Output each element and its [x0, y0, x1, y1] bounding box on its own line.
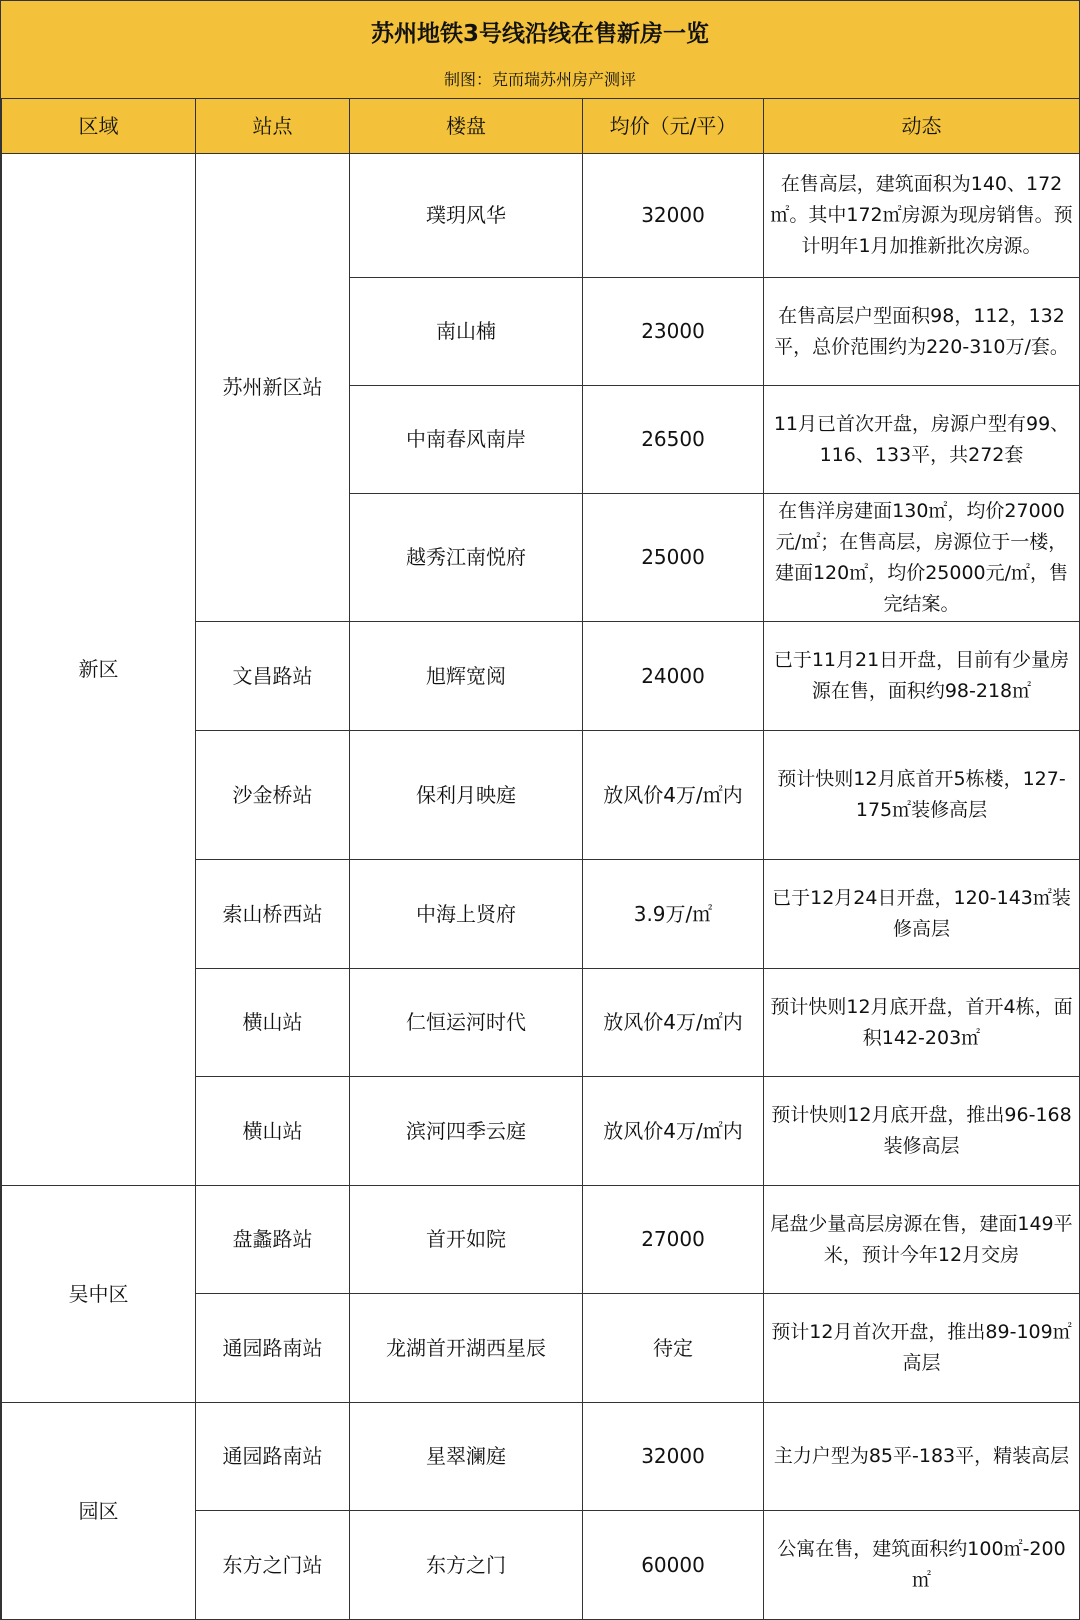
column-header-region: 区域 [2, 99, 196, 154]
price-cell: 23000 [583, 278, 764, 386]
price-cell: 26500 [583, 386, 764, 494]
status-cell: 主力户型为85平-183平，精装高层 [764, 1403, 1080, 1511]
station-cell: 文昌路站 [196, 622, 350, 731]
table-header-row [2, 99, 1080, 154]
price-cell: 放风价4万/㎡内 [583, 1077, 764, 1186]
region-cell: 吴中区 [2, 1186, 196, 1403]
station-cell: 通园路南站 [196, 1403, 350, 1511]
status-cell: 在售高层户型面积98，112，132平，总价范围约为220-310万/套。 [764, 278, 1080, 386]
status-cell: 已于12月24日开盘，120-143㎡装修高层 [764, 860, 1080, 969]
station-cell: 苏州新区站 [196, 154, 350, 622]
table-row [2, 1186, 1080, 1294]
table-row [2, 1403, 1080, 1511]
status-cell: 预计快则12月底开盘，推出96-168装修高层 [764, 1077, 1080, 1186]
table-row [2, 154, 1080, 278]
station-cell: 东方之门站 [196, 1511, 350, 1620]
status-cell: 预计快则12月底开盘，首开4栋，面积142-203㎡ [764, 969, 1080, 1077]
project-cell: 滨河四季云庭 [350, 1077, 583, 1186]
column-header-price: 均价（元/平） [583, 99, 764, 154]
price-cell: 60000 [583, 1511, 764, 1620]
station-cell: 横山站 [196, 1077, 350, 1186]
price-cell: 待定 [583, 1294, 764, 1403]
status-cell: 在售洋房建面130㎡，均价27000元/㎡；在售高层，房源位于一楼，建面120㎡，均价25000元/㎡，售完结案。 [764, 494, 1080, 622]
column-header-project: 楼盘 [350, 99, 583, 154]
listings-table [1, 98, 1080, 1620]
project-cell: 龙湖首开湖西星辰 [350, 1294, 583, 1403]
region-cell: 园区 [2, 1403, 196, 1620]
price-cell: 24000 [583, 622, 764, 731]
status-cell: 尾盘少量高层房源在售，建面149平米，预计今年12月交房 [764, 1186, 1080, 1294]
price-cell: 放风价4万/㎡内 [583, 969, 764, 1077]
status-cell: 公寓在售，建筑面积约100㎡-200㎡ [764, 1511, 1080, 1620]
status-cell: 已于11月21日开盘，目前有少量房源在售，面积约98-218㎡ [764, 622, 1080, 731]
title-band [1, 1, 1079, 99]
project-cell: 旭辉宽阅 [350, 622, 583, 731]
status-cell: 在售高层，建筑面积为140、172㎡。其中172㎡房源为现房销售。预计明年1月加推新批次房源。 [764, 154, 1080, 278]
station-cell: 通园路南站 [196, 1294, 350, 1403]
project-cell: 东方之门 [350, 1511, 583, 1620]
project-cell: 南山楠 [350, 278, 583, 386]
price-cell: 32000 [583, 1403, 764, 1511]
station-cell: 索山桥西站 [196, 860, 350, 969]
column-header-station: 站点 [196, 99, 350, 154]
region-cell: 新区 [2, 154, 196, 1186]
price-cell: 32000 [583, 154, 764, 278]
project-cell: 星翠澜庭 [350, 1403, 583, 1511]
project-cell: 首开如院 [350, 1186, 583, 1294]
price-cell: 放风价4万/㎡内 [583, 731, 764, 860]
station-cell: 盘蠡路站 [196, 1186, 350, 1294]
page-title: 苏州地铁3号线沿线在售新房一览 [370, 21, 709, 47]
project-cell: 保利月映庭 [350, 731, 583, 860]
project-cell: 中海上贤府 [350, 860, 583, 969]
project-cell: 仁恒运河时代 [350, 969, 583, 1077]
status-cell: 预计快则12月底首开5栋楼，127-175㎡装修高层 [764, 731, 1080, 860]
station-cell: 横山站 [196, 969, 350, 1077]
project-cell: 中南春风南岸 [350, 386, 583, 494]
status-cell: 预计12月首次开盘，推出89-109㎡高层 [764, 1294, 1080, 1403]
price-cell: 3.9万/㎡ [583, 860, 764, 969]
project-cell: 越秀江南悦府 [350, 494, 583, 622]
price-cell: 27000 [583, 1186, 764, 1294]
page-subtitle: 制图：克而瑞苏州房产测评 [443, 70, 636, 89]
column-header-status: 动态 [764, 99, 1080, 154]
price-cell: 25000 [583, 494, 764, 622]
status-cell: 11月已首次开盘，房源户型有99、116、133平，共272套 [764, 386, 1080, 494]
project-cell: 璞玥风华 [350, 154, 583, 278]
station-cell: 沙金桥站 [196, 731, 350, 860]
